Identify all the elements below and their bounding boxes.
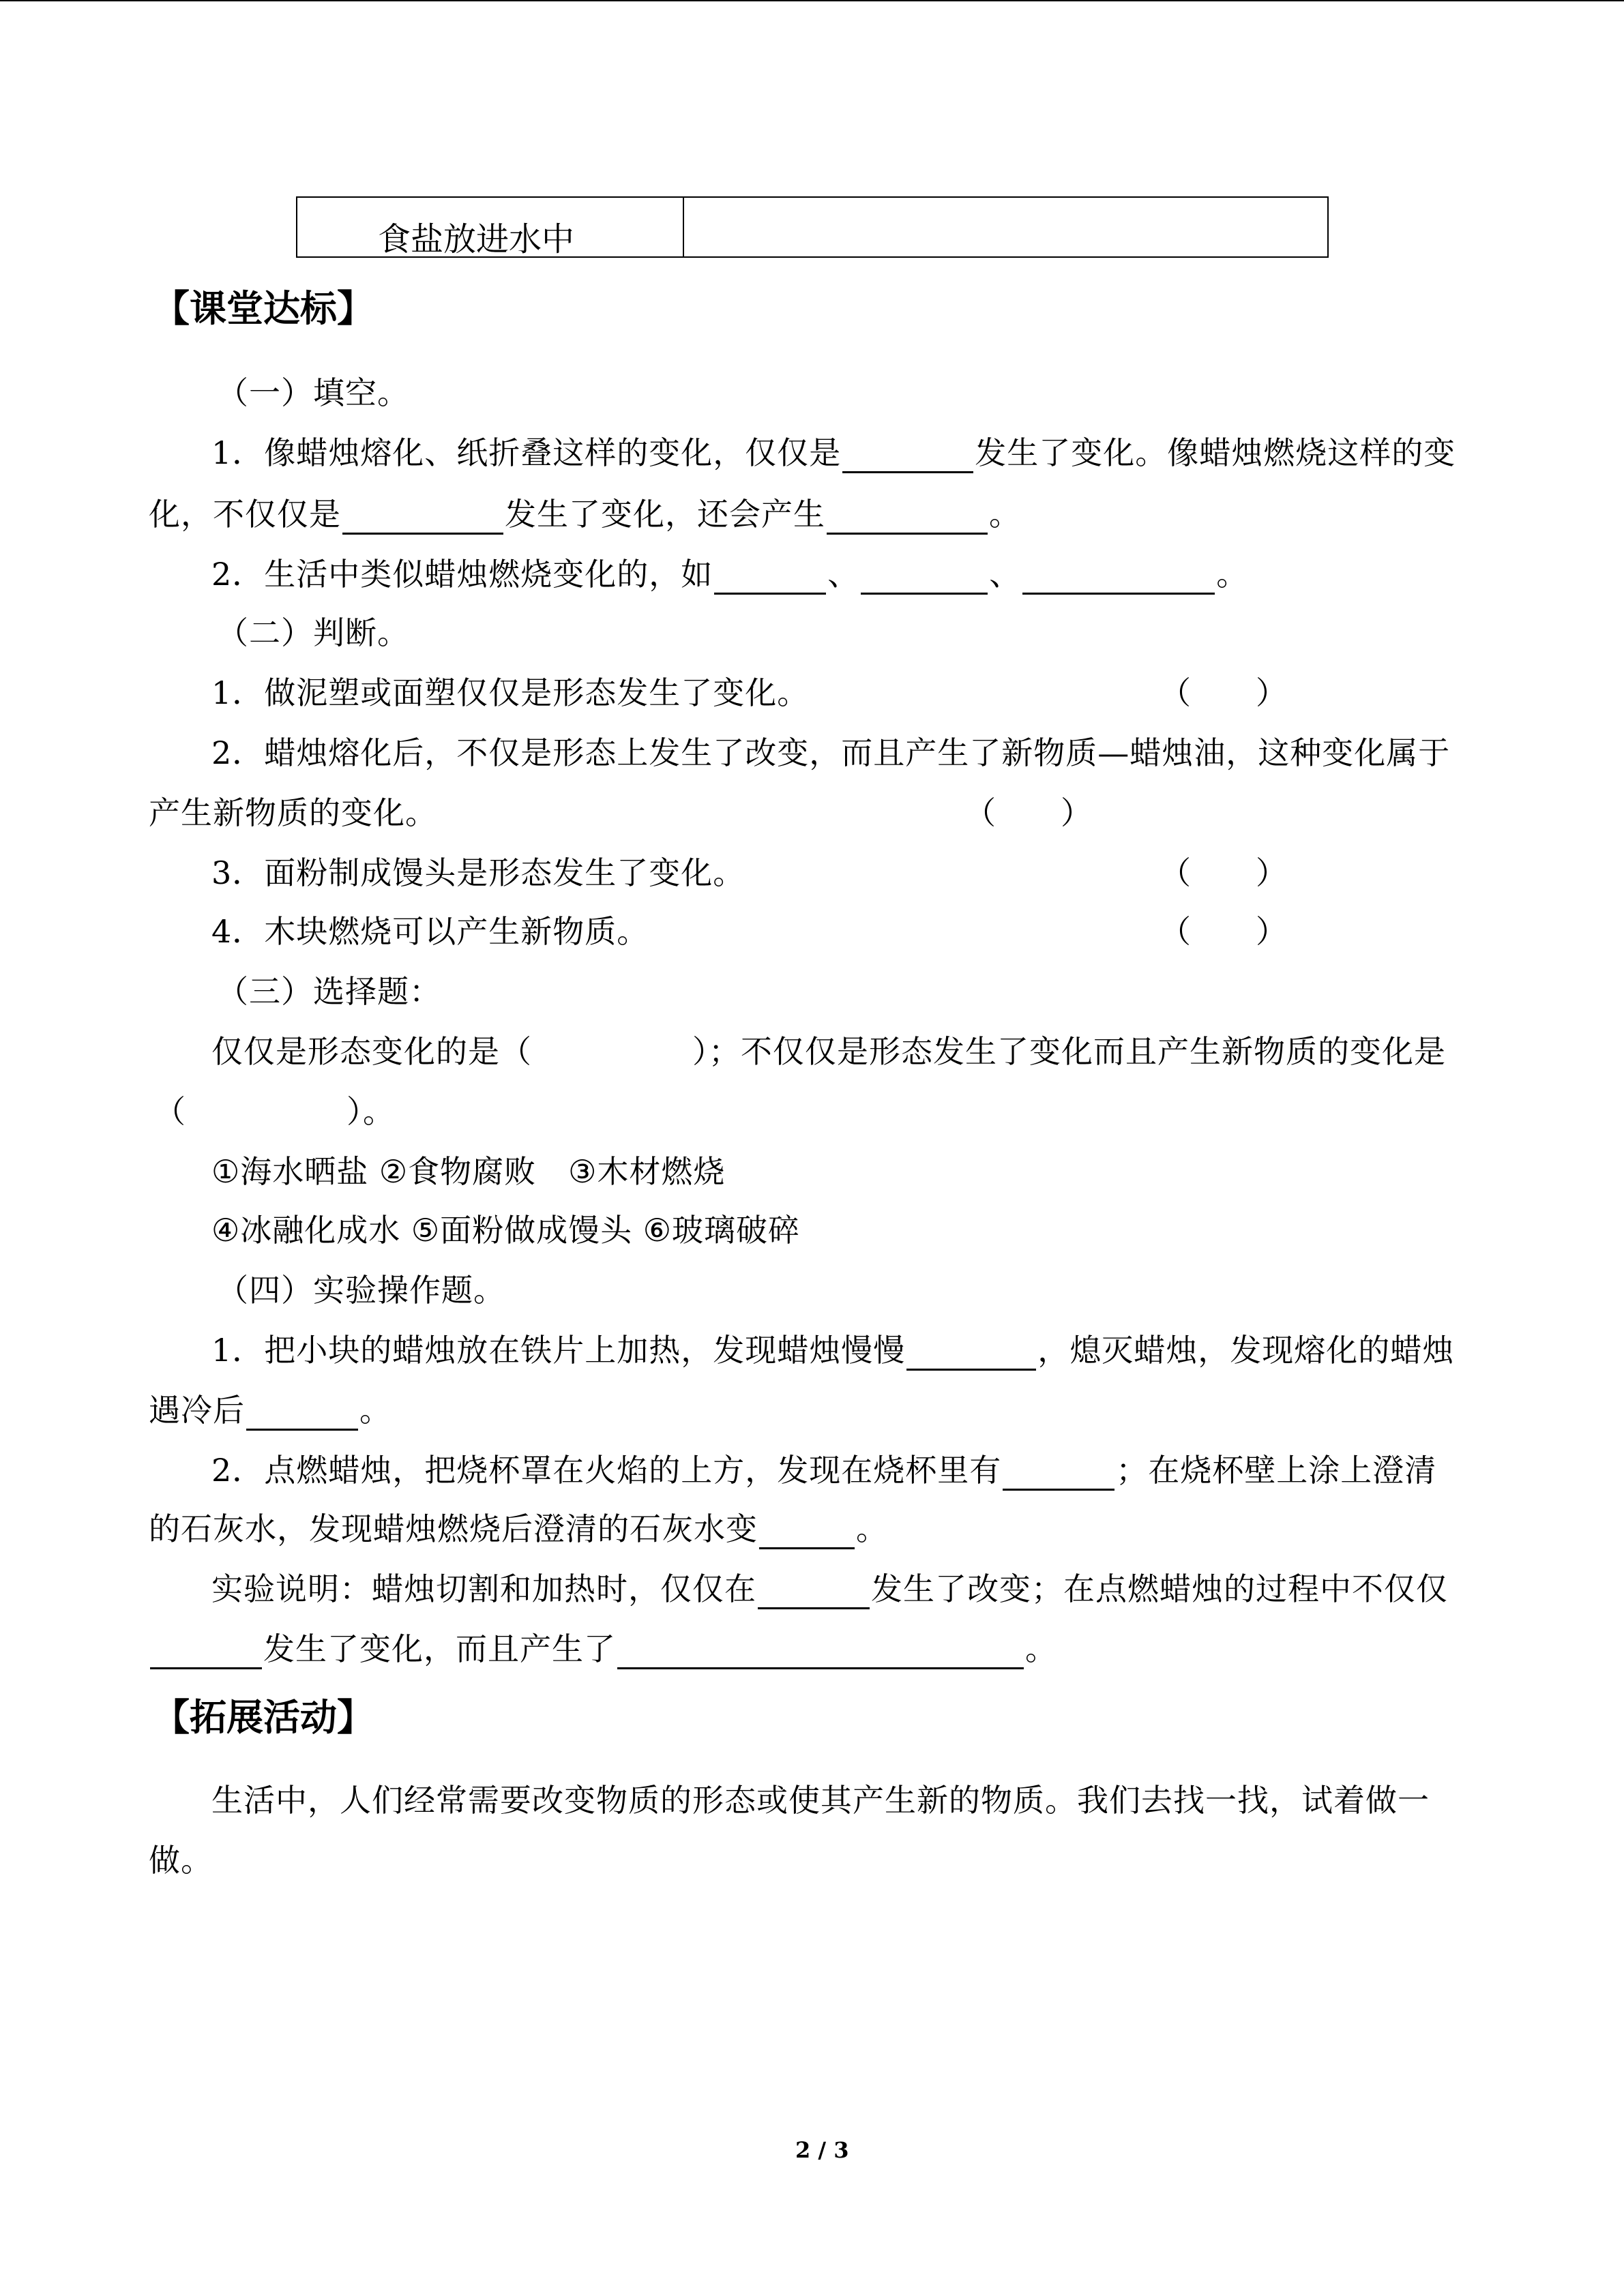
ex-text-c: 发生了变化，而且产生了	[263, 1630, 616, 1667]
q1-text-b: 发生了变化。像蜡烛燃烧这样的变	[975, 434, 1456, 471]
choice-question-line2: （ ）。	[154, 1093, 395, 1130]
e1-text-d: 。	[359, 1392, 392, 1429]
q2-end: 。	[1216, 556, 1249, 593]
choice-question-line1: 仅仅是形态变化的是（ ）；不仅仅是形态发生了变化而且产生新物质的变化是	[211, 1033, 1446, 1070]
experiment-question-2-line2	[149, 1504, 888, 1549]
q1-text-d: 发生了变化，还会产生	[505, 496, 825, 533]
experiment-question-1-line1	[211, 1326, 1454, 1371]
q1-text-e: 。	[989, 496, 1021, 533]
part4-title: （四）实验操作题。	[217, 1272, 505, 1309]
q2-sep: 、	[989, 556, 1022, 593]
observation-table-row	[296, 196, 1329, 258]
answer-blank[interactable]	[342, 501, 503, 535]
q2-sep: 、	[827, 556, 860, 593]
answer-blank[interactable]	[714, 561, 826, 595]
judge-question-2-line1: 2．蜡烛熔化后，不仅是形态上发生了改变，而且产生了新物质—蜡烛油，这种变化属于	[211, 734, 1451, 771]
answer-blank[interactable]	[150, 1636, 262, 1669]
answer-blank[interactable]	[758, 1576, 870, 1609]
answer-blank[interactable]	[759, 1516, 855, 1549]
judge-answer-paren-2[interactable]: （ ）	[964, 794, 1093, 831]
q2-text: 2．生活中类似蜡烛燃烧变化的，如	[211, 556, 713, 593]
judge-question-4: 4．木块燃烧可以产生新物质。	[211, 913, 649, 950]
fill-question-1-line1	[211, 428, 1456, 473]
part1-title: （一）填空。	[217, 374, 409, 411]
extension-paragraph-line2: 做。	[149, 1842, 213, 1879]
e2-text-d: 。	[856, 1510, 888, 1547]
answer-blank[interactable]	[842, 440, 973, 473]
q1-text-a: 1．像蜡烛熔化、纸折叠这样的变化，仅仅是	[211, 434, 842, 471]
experiment-question-2-line1	[211, 1446, 1436, 1491]
answer-blank[interactable]	[246, 1397, 358, 1431]
e2-text-b: ；在烧杯壁上涂上澄清	[1116, 1452, 1437, 1489]
answer-blank[interactable]	[617, 1636, 1024, 1669]
answer-blank[interactable]	[906, 1337, 1036, 1371]
answer-blank[interactable]	[1022, 561, 1215, 595]
fill-question-2	[211, 550, 1248, 595]
ex-text-b: 发生了改变；在点燃蜡烛的过程中不仅仅	[871, 1570, 1448, 1607]
e1-text-a: 1．把小块的蜡烛放在铁片上加热，发现蜡烛慢慢	[211, 1332, 906, 1369]
q1-text-c: 化，不仅仅是	[149, 496, 341, 533]
ex-text-d: 。	[1025, 1630, 1057, 1667]
section-heading-class-practice: 【课堂达标】	[153, 287, 374, 330]
table-divider	[683, 198, 684, 256]
e1-text-b: ，熄灭蜡烛，发现熔化的蜡烛	[1037, 1332, 1455, 1369]
judge-question-3: 3．面粉制成馒头是形态发生了变化。	[211, 854, 745, 891]
e1-text-c: 遇冷后	[149, 1392, 245, 1429]
top-border-line	[0, 0, 1624, 1]
part3-title: （三）选择题：	[217, 973, 441, 1010]
experiment-explanation-line2	[149, 1624, 1057, 1669]
part2-title: （二）判断。	[217, 614, 409, 651]
answer-blank[interactable]	[861, 561, 988, 595]
extension-paragraph-line1: 生活中，人们经常需要改变物质的形态或使其产生新的物质。我们去找一找，试着做一	[211, 1782, 1430, 1819]
judge-question-1: 1．做泥塑或面塑仅仅是形态发生了变化。	[211, 674, 810, 711]
answer-blank[interactable]	[827, 501, 988, 535]
fill-question-1-line2	[149, 490, 1021, 535]
choice-options-1: ①海水晒盐 ②食物腐败 ③木材燃烧	[211, 1153, 726, 1190]
judge-question-2-line2: 产生新物质的变化。	[149, 794, 437, 831]
choice-options-2: ④冰融化成水 ⑤面粉做成馒头 ⑥玻璃破碎	[211, 1212, 800, 1249]
judge-answer-paren-1[interactable]: （ ）	[1160, 674, 1288, 711]
e2-text-c: 的石灰水，发现蜡烛燃烧后澄清的石灰水变	[149, 1510, 758, 1547]
answer-blank[interactable]	[1003, 1457, 1114, 1491]
experiment-question-1-line2	[149, 1386, 392, 1431]
judge-answer-paren-4[interactable]: （ ）	[1160, 913, 1288, 950]
experiment-explanation-line1	[211, 1564, 1448, 1609]
judge-answer-paren-3[interactable]: （ ）	[1160, 854, 1288, 891]
table-row-label: 食盐放进水中	[378, 220, 575, 258]
e2-text-a: 2．点燃蜡烛，把烧杯罩在火焰的上方，发现在烧杯里有	[211, 1452, 1002, 1489]
section-heading-extension-activity: 【拓展活动】	[153, 1696, 374, 1739]
page-number: 2 / 3	[795, 2137, 849, 2163]
ex-text-a: 实验说明：蜡烛切割和加热时，仅仅在	[211, 1570, 756, 1607]
